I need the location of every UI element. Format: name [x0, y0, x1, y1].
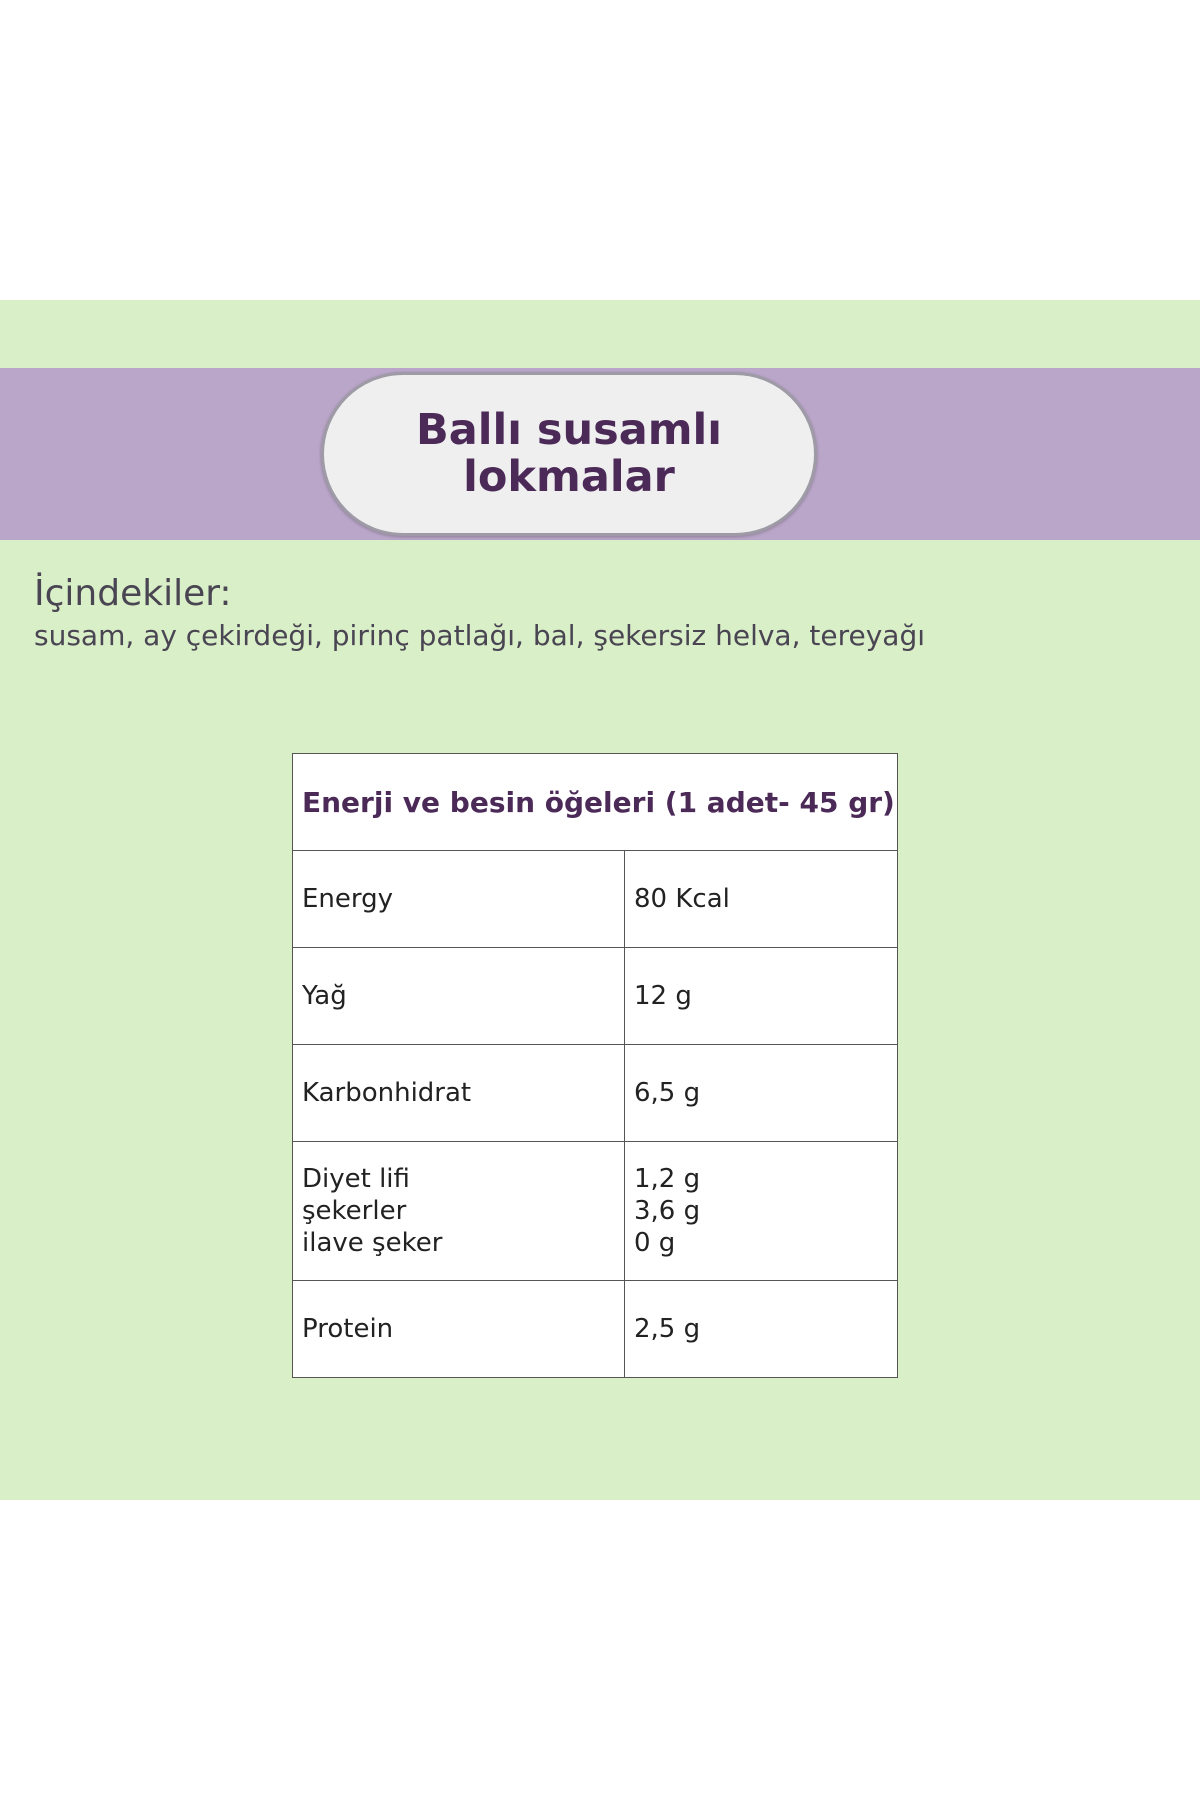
- ingredients-list: susam, ay çekirdeği, pirinç patlağı, bal, şekersiz helva, tereyağı: [34, 619, 925, 652]
- ingredients-heading: İçindekiler:: [34, 573, 232, 614]
- product-title-line-2: lokmalar: [463, 452, 675, 502]
- nutrient-value: 80 Kcal: [625, 851, 898, 948]
- nutrition-header-row: [293, 754, 898, 851]
- nutrition-row-fiber-sugars: [293, 1142, 898, 1281]
- nutrient-value: 6,5 g: [625, 1045, 898, 1142]
- nutrition-row-fat: [293, 948, 898, 1045]
- nutrient-label: Karbonhidrat: [293, 1045, 625, 1142]
- nutrition-heading: Enerji ve besin öğeleri (1 adet- 45 gr): [293, 754, 898, 851]
- nutrition-table: [292, 753, 898, 1378]
- nutrient-label-added-sugar: ilave şeker: [302, 1228, 443, 1258]
- nutrient-value: 2,5 g: [625, 1281, 898, 1378]
- nutrient-label-sugars: şekerler: [302, 1196, 407, 1226]
- nutrient-value-fiber: 1,2 g: [634, 1164, 701, 1194]
- nutrient-value-added-sugar: 0 g: [634, 1228, 676, 1258]
- ingredients-section: [34, 572, 1164, 656]
- nutrient-label-group: [293, 1142, 625, 1281]
- nutrition-row-energy: [293, 851, 898, 948]
- nutrition-row-protein: [293, 1281, 898, 1378]
- nutrient-label: Yağ: [293, 948, 625, 1045]
- nutrient-label: Protein: [293, 1281, 625, 1378]
- nutrient-value-group: [625, 1142, 898, 1281]
- nutrient-label-fiber: Diyet lifi: [302, 1164, 410, 1194]
- nutrient-value: 12 g: [625, 948, 898, 1045]
- nutrient-value-sugars: 3,6 g: [634, 1196, 701, 1226]
- product-title-line-1: Ballı susamlı: [415, 405, 723, 455]
- nutrition-row-carbohydrate: [293, 1045, 898, 1142]
- title-badge: [321, 372, 817, 536]
- nutrient-label: Energy: [293, 851, 625, 948]
- product-title: [379, 407, 759, 501]
